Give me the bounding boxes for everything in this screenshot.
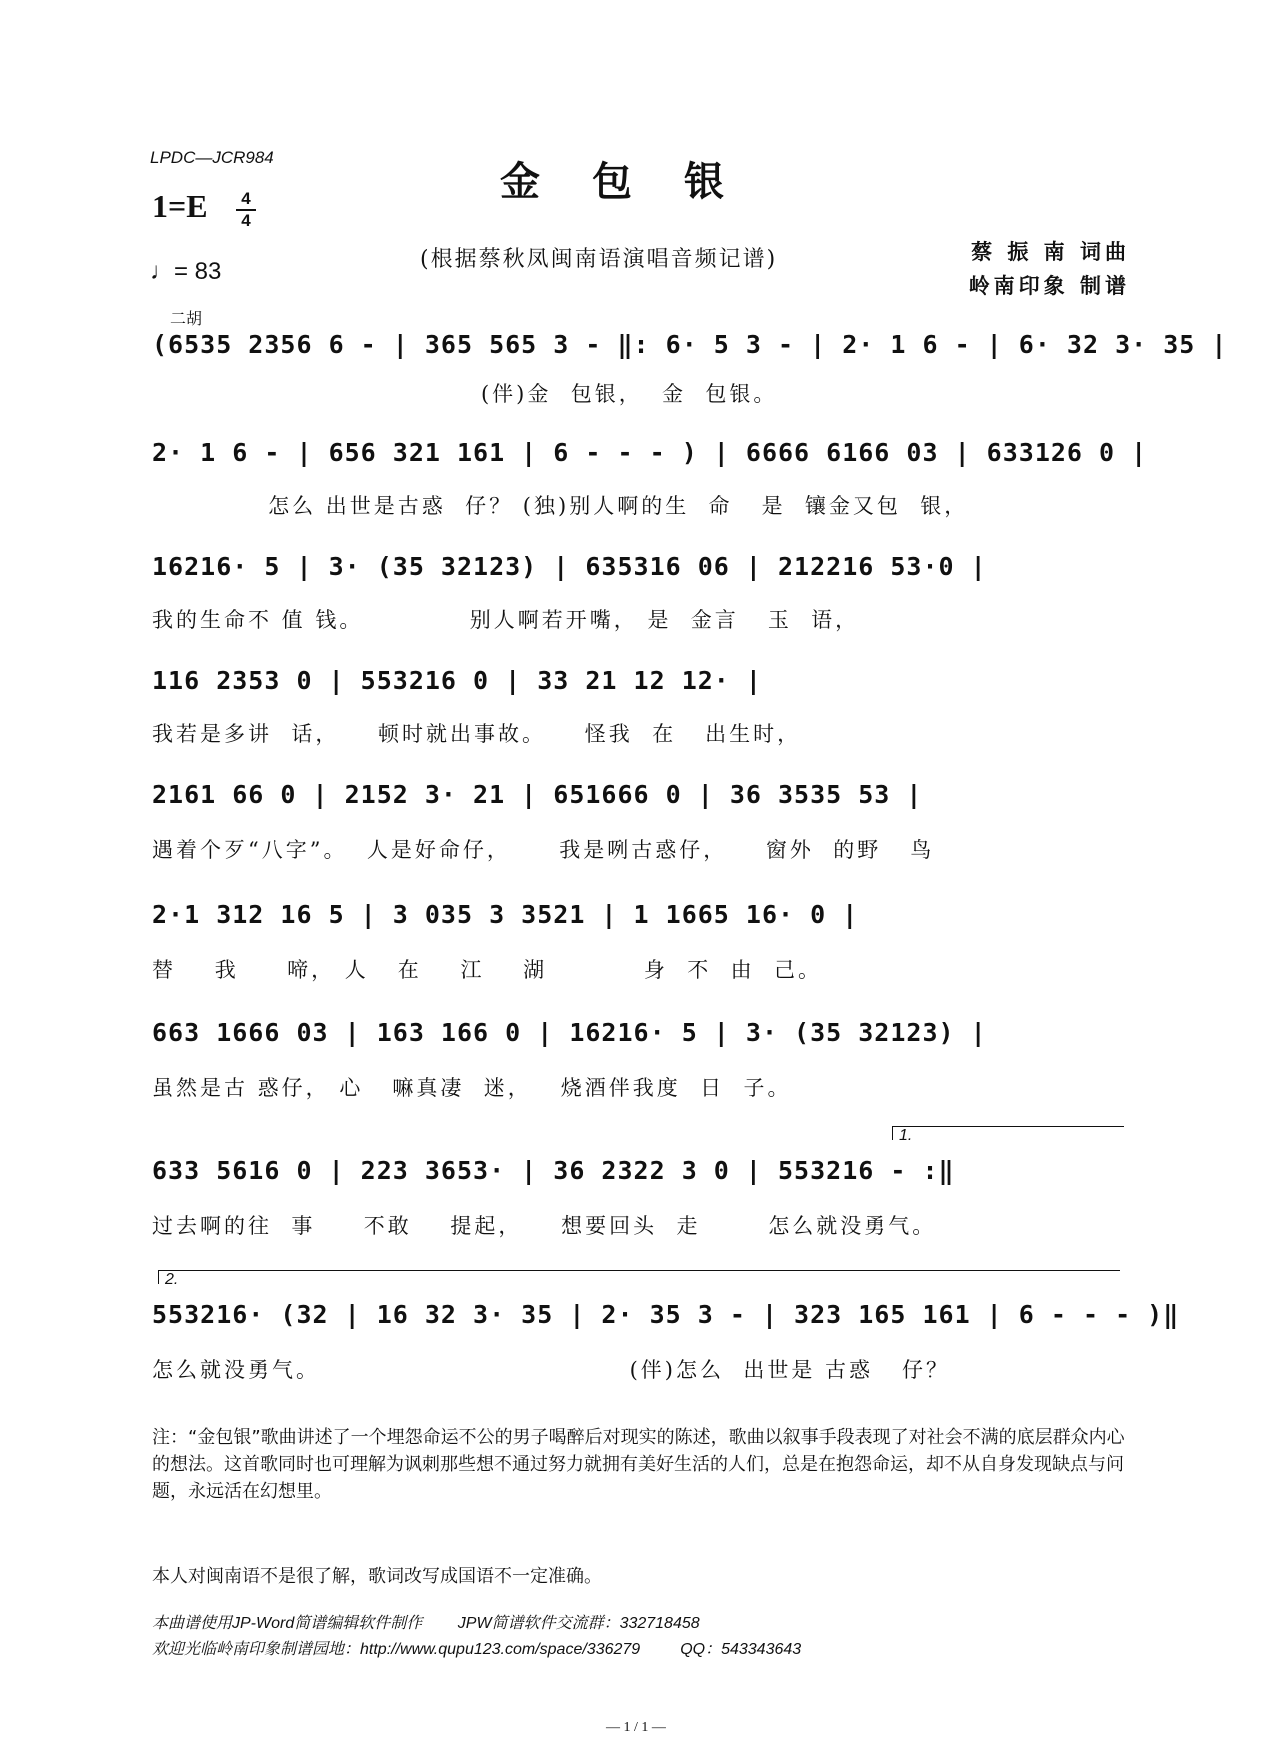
lyric-line-3: 我的生命不 值 钱。 别人啊若开嘴， 是 金言 玉 语， bbox=[152, 608, 860, 632]
time-signature bbox=[236, 190, 256, 230]
lyric-line-2: 怎么 出世是古惑 仔？ (独)别人啊的生 命 是 镶金又包 银， bbox=[152, 494, 969, 518]
lyric-line-7: 虽然是古 惑仔， 心 嘛真凄 迷， 烧酒伴我度 日 子。 bbox=[152, 1076, 792, 1100]
score-code: LPDC—JCR984 bbox=[150, 148, 274, 167]
time-top: 4 bbox=[241, 189, 251, 208]
footer-line-1: 本曲谱使用JP-Word简谱编辑软件制作 JPW简谱软件交流群：332718458 bbox=[152, 1615, 700, 1632]
translation-remark: 本人对闽南语不是很了解，歌词改写成国语不一定准确。 bbox=[152, 1566, 602, 1587]
footer-line-2: 欢迎光临岭南印象制谱园地：http://www.qupu123.com/space/336279 QQ：543343643 bbox=[152, 1641, 802, 1658]
score-line-6: 2·1 312 16 5 | 3 035 3 3521 | 1 1665 16· 0 | bbox=[152, 900, 859, 929]
subtitle: (根据蔡秋凤闽南语演唱音频记谱) bbox=[420, 247, 778, 272]
time-bottom: 4 bbox=[241, 211, 251, 230]
volta-second-ending: 2. bbox=[158, 1270, 1120, 1284]
arranger-credit: 岭南印象 制谱 bbox=[968, 273, 1130, 298]
lyric-line-9: 怎么就没勇气。 (伴)怎么 出世是 古惑 仔？ bbox=[152, 1358, 951, 1382]
tempo-marking: ♩= 83 bbox=[150, 258, 222, 285]
score-line-4: 116 2353 0 | 553216 0 | 33 21 12 12· | bbox=[152, 666, 762, 695]
score-line-2: 2· 1 6 - | 656 321 161 | 6 - - - ) | 6666 6166 03 | 633126 0 | bbox=[152, 438, 1148, 467]
annotation-note: 注：“金包银”歌曲讲述了一个埋怨命运不公的男子喝醉后对现实的陈述，歌曲以叙事手段表现了对社会不满的底层群众内心的想法。这首歌同时也可理解为讽刺那些想不通过努力就拥有美好生活的人们，总是在抱怨命运，却不从自身发现缺点与问题，永远活在幻想里。 bbox=[152, 1427, 1125, 1502]
score-line-7: 663 1666 03 | 163 166 0 | 16216· 5 | 3· (35 32123) | bbox=[152, 1018, 987, 1047]
score-line-9: 553216· (32 | 16 32 3· 35 | 2· 35 3 - | 323 165 161 | 6 - - - )‖ bbox=[152, 1300, 1180, 1329]
score-line-8: 633 5616 0 | 223 3653· | 36 2322 3 0 | 553216 - :‖ bbox=[152, 1156, 955, 1185]
instrument-label: 二胡 bbox=[170, 309, 203, 328]
composer-credit: 蔡 振 南 词曲 bbox=[971, 239, 1130, 264]
lyric-line-4: 我若是多讲 话， 顿时就出事故。 怪我 在 出生时， bbox=[152, 722, 802, 746]
lyric-line-8: 过去啊的往 事 不敢 提起， 想要回头 走 怎么就没勇气。 bbox=[152, 1214, 937, 1238]
key-signature: 1=E bbox=[152, 188, 208, 224]
score-line-3: 16216· 5 | 3· (35 32123) | 635316 06 | 212216 53·0 | bbox=[152, 552, 987, 581]
score-line-1: (6535 2356 6 - | 365 565 3 - ‖: 6· 5 3 - | 2· 1 6 - | 6· 32 3· 35 | bbox=[152, 330, 1228, 359]
page-title: 金包银 bbox=[500, 158, 776, 205]
volta-first-ending: 1. bbox=[892, 1126, 1124, 1140]
page-number: — 1 / 1 — bbox=[606, 1720, 666, 1735]
lyric-line-5: 遇着个歹“八字”。 人是好命仔， 我是咧古惑仔， 窗外 的野 鸟 bbox=[152, 838, 935, 862]
score-line-5: 2161 66 0 | 2152 3· 21 | 651666 0 | 36 3535 53 | bbox=[152, 780, 923, 809]
lyric-line-6: 替 我 啼， 人 在 江 湖 身 不 由 己。 bbox=[152, 958, 822, 982]
lyric-line-1: (伴)金 包银， 金 包银。 bbox=[152, 382, 778, 406]
